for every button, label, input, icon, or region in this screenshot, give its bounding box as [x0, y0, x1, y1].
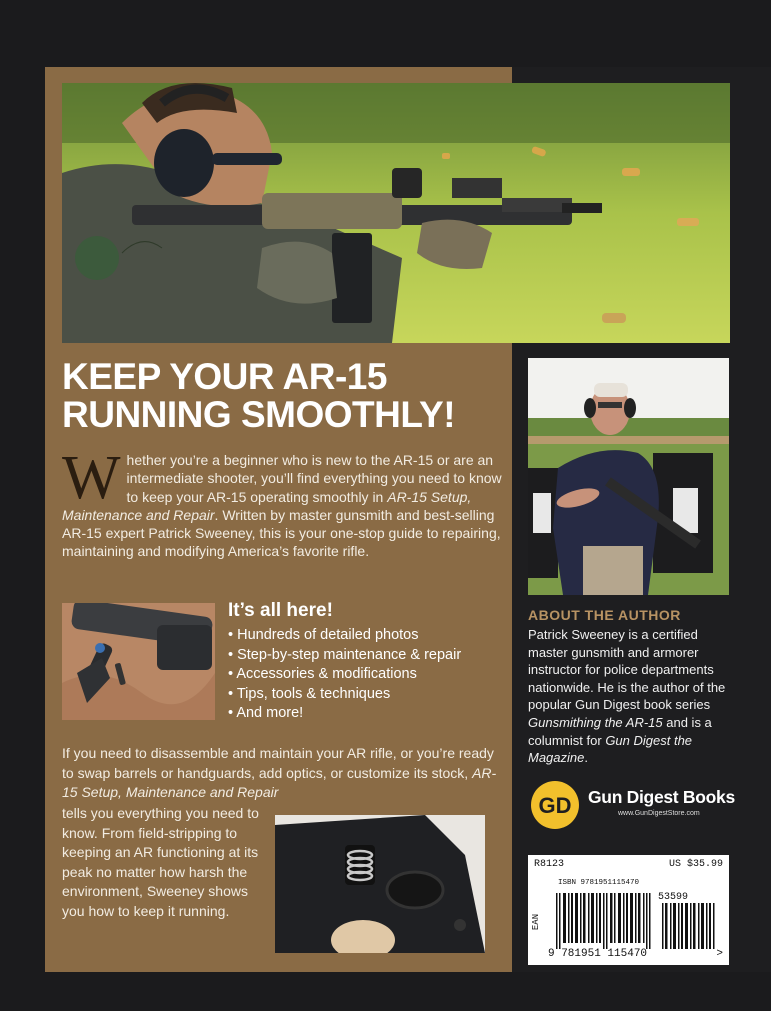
gd-logo-icon [528, 779, 588, 831]
logo-letters: GD [538, 793, 572, 818]
headline-line-2: RUNNING SMOOTHLY! [62, 394, 456, 435]
author-bio-before: Patrick Sweeney is a certified master gunsmith and armorer instructor for police departments nationwide. He is the author of the popular Gun Digest book series [528, 627, 726, 713]
intro-book-title: AR-15 Setup, Maintenance and Repair [62, 488, 472, 523]
publisher-name: Gun Digest Books [588, 787, 735, 807]
author-bio-mid: and is a columnist for [528, 714, 712, 748]
hero-photo-shooter [62, 83, 730, 343]
addon-number: 53599 [658, 892, 689, 903]
barcode-number: 9 781951 115470 [548, 948, 648, 960]
bolt-parts-illustration [62, 603, 215, 720]
feature-item: • And more! [228, 704, 461, 724]
features-list [228, 626, 461, 724]
barcode-bars [552, 891, 722, 949]
feature-item: • Step-by-step maintenance & repair [228, 646, 461, 666]
feature-item: • Tips, tools & techniques [228, 685, 461, 705]
about-author-heading: ABOUT THE AUTHOR [528, 607, 681, 623]
author-series-title: Gunsmithing the AR-15 [528, 714, 663, 730]
drop-cap: W [62, 444, 121, 512]
barcode-box [528, 855, 729, 965]
lower-receiver-photo [275, 815, 485, 953]
author-bio-after: . [584, 750, 588, 766]
third-paragraph: tells you everything you need to know. From field-stripping to keeping an AR functioning at its peak no matter how harsh the environment, Sweeney shows you how to keep it running. [62, 805, 259, 919]
author-photo-illustration [528, 358, 729, 595]
intro-text-before: hether you’re a beginner who is new to the AR-15 or are an intermediate shooter, you’ll find everything you need to know to keep your AR-15 operating smoothly in [126, 452, 502, 505]
feature-item: • Accessories & modifications [228, 665, 461, 685]
lower-receiver-illustration [275, 815, 485, 953]
author-bio [528, 626, 733, 767]
intro-paragraph [62, 444, 507, 561]
price: US $35.99 [668, 859, 723, 870]
product-code: R8123 [534, 859, 565, 870]
para2-text-before: If you need to disassemble and maintain your AR rifle, or you’re ready to swap barrels or handguards, add optics, or customize its stock, [62, 745, 494, 781]
dark-panel-top [512, 67, 771, 83]
intro-text-after: . Written by master gunsmith and best-selling AR-15 expert Patrick Sweeney, this is your one-stop guide to repairing, maintaining and modifying America’s favorite rifle. [62, 506, 501, 560]
publisher-url: www.GunDigestStore.com [618, 810, 700, 817]
headline [62, 358, 507, 434]
hero-photo-illustration [62, 83, 730, 343]
barcode-arrow: > [716, 948, 723, 960]
para2-book-title: AR-15 Setup, Maintenance and Repair [62, 764, 497, 801]
headline-line-1: KEEP YOUR AR-15 [62, 356, 387, 397]
features-title: It’s all here! [228, 600, 333, 621]
author-photo [528, 358, 729, 595]
author-magazine-title: Gun Digest the Magazine [528, 732, 693, 766]
feature-item: • Hundreds of detailed photos [228, 626, 461, 646]
second-paragraph [62, 744, 502, 803]
isbn-text: ISBN 9781951115470 [558, 879, 640, 887]
ean-label: EAN [531, 913, 542, 931]
bolt-parts-photo [62, 603, 215, 720]
